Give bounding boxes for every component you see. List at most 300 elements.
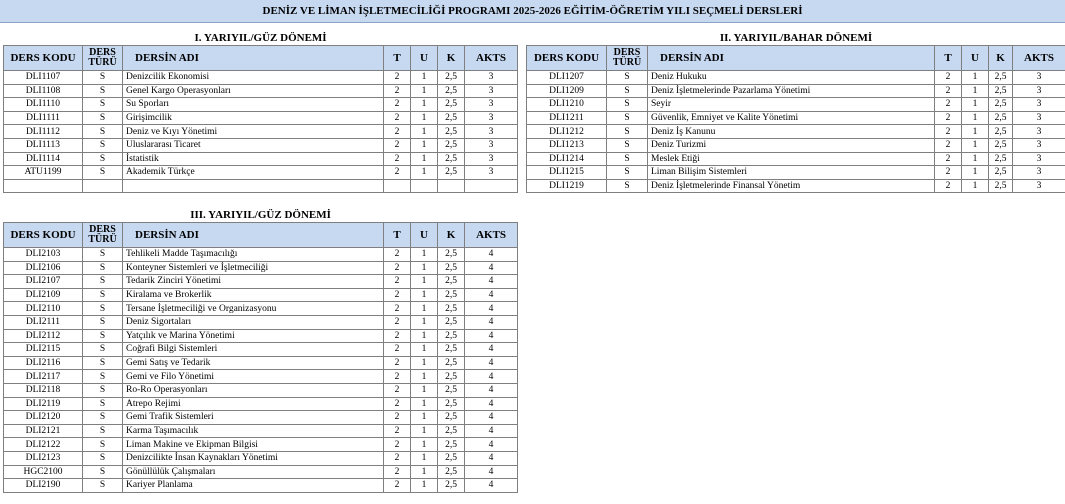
cell-u: 1 [411, 125, 438, 139]
cell-name: Tehlikeli Madde Taşımacılığı [123, 248, 384, 262]
cell-akts: 3 [1013, 98, 1065, 112]
col-code-header: DERS KODU [4, 46, 83, 71]
cell-name: Meslek Etiği [648, 152, 935, 166]
cell-akts: 4 [465, 248, 518, 262]
cell-k: 2,5 [989, 98, 1013, 112]
cell-type: S [83, 275, 123, 289]
semester-3-table [3, 208, 518, 493]
cell-t: 2 [384, 302, 411, 316]
cell-k: 2,5 [989, 166, 1013, 180]
col-k-header: K [438, 223, 465, 248]
col-type-header [83, 46, 123, 71]
table-row [527, 111, 1065, 125]
cell-name: Coğrafi Bilgi Sistemleri [123, 343, 384, 357]
table-row [527, 152, 1065, 166]
cell-name: Deniz İşletmelerinde Finansal Yönetim [648, 179, 935, 193]
cell-code: DLI2106 [4, 261, 83, 275]
table-row [4, 98, 518, 112]
cell-code [4, 179, 83, 193]
cell-type: S [607, 98, 648, 112]
semester-title-row [4, 31, 518, 46]
cell-k: 2,5 [438, 84, 465, 98]
cell-u: 1 [411, 71, 438, 85]
cell-k: 2,5 [989, 111, 1013, 125]
cell-k: 2,5 [438, 370, 465, 384]
cell-u: 1 [411, 411, 438, 425]
cell-type: S [83, 479, 123, 493]
table-row [4, 166, 518, 180]
cell-k: 2,5 [438, 152, 465, 166]
cell-code: DLI1215 [527, 166, 607, 180]
table-row [4, 84, 518, 98]
cell-akts: 3 [465, 138, 518, 152]
cell-t: 2 [384, 343, 411, 357]
col-code-header: DERS KODU [527, 46, 607, 71]
cell-type: S [607, 111, 648, 125]
table-row [4, 383, 518, 397]
table-row [527, 98, 1065, 112]
cell-k: 2,5 [438, 71, 465, 85]
cell-type: S [83, 288, 123, 302]
cell-code: DLI2118 [4, 383, 83, 397]
cell-t: 2 [935, 125, 962, 139]
cell-code: DLI1209 [527, 84, 607, 98]
cell-name: Güvenlik, Emniyet ve Kalite Yönetimi [648, 111, 935, 125]
col-k-header: K [438, 46, 465, 71]
cell-code: DLI2111 [4, 315, 83, 329]
table-row [4, 356, 518, 370]
cell-name: Uluslararası Ticaret [123, 138, 384, 152]
table-row [4, 152, 518, 166]
col-u-header: U [411, 46, 438, 71]
cell-akts: 4 [465, 451, 518, 465]
cell-akts: 4 [465, 424, 518, 438]
table-row [4, 451, 518, 465]
cell-t: 2 [384, 356, 411, 370]
cell-name: Tedarik Zinciri Yönetimi [123, 275, 384, 289]
cell-k: 2,5 [438, 125, 465, 139]
cell-t: 2 [384, 261, 411, 275]
cell-u: 1 [411, 111, 438, 125]
cell-k: 2,5 [438, 383, 465, 397]
cell-u: 1 [411, 397, 438, 411]
cell-akts: 4 [465, 383, 518, 397]
col-k-header: K [989, 46, 1013, 71]
cell-name: Deniz Turizmi [648, 138, 935, 152]
col-code-header: DERS KODU [4, 223, 83, 248]
cell-name: Gemi Trafik Sistemleri [123, 411, 384, 425]
cell-t: 2 [384, 275, 411, 289]
cell-type: S [83, 411, 123, 425]
cell-akts: 3 [465, 98, 518, 112]
col-name-header: DERSİN ADI [648, 46, 935, 71]
cell-code: DLI1110 [4, 98, 83, 112]
cell-type: S [83, 329, 123, 343]
cell-akts: 4 [465, 315, 518, 329]
cell-type: S [83, 397, 123, 411]
cell-code: DLI2116 [4, 356, 83, 370]
cell-type: S [83, 166, 123, 180]
table-row [4, 424, 518, 438]
semester-title-row [4, 208, 518, 223]
cell-code: DLI2103 [4, 248, 83, 262]
cell-code: DLI2117 [4, 370, 83, 384]
cell-name: Gemi Satış ve Tedarik [123, 356, 384, 370]
cell-k: 2,5 [438, 411, 465, 425]
column-header-row [527, 46, 1065, 71]
cell-akts: 3 [1013, 125, 1065, 139]
table-row [527, 138, 1065, 152]
cell-akts: 4 [465, 438, 518, 452]
col-akts-header: AKTS [465, 223, 518, 248]
table-row [527, 166, 1065, 180]
col-type-header [83, 223, 123, 248]
col-t-header: T [384, 46, 411, 71]
cell-u: 1 [411, 451, 438, 465]
col-type-line2: TÜRÜ [88, 234, 117, 245]
cell-k: 2,5 [438, 397, 465, 411]
cell-type: S [607, 125, 648, 139]
cell-k: 2,5 [438, 261, 465, 275]
cell-u: 1 [411, 329, 438, 343]
cell-u: 1 [411, 261, 438, 275]
cell-akts: 3 [1013, 166, 1065, 180]
table-row [4, 411, 518, 425]
cell-akts: 3 [465, 125, 518, 139]
cell-k: 2,5 [438, 451, 465, 465]
col-type-line1: DERS [613, 47, 641, 58]
cell-code: DLI1210 [527, 98, 607, 112]
cell-k: 2,5 [438, 166, 465, 180]
cell-u: 1 [411, 84, 438, 98]
cell-akts: 4 [465, 370, 518, 384]
cell-type: S [607, 166, 648, 180]
cell-t: 2 [935, 179, 962, 193]
table-row [4, 397, 518, 411]
table-row [4, 125, 518, 139]
cell-akts: 4 [465, 343, 518, 357]
cell-u: 1 [962, 166, 989, 180]
cell-t: 2 [384, 138, 411, 152]
cell-code: DLI2122 [4, 438, 83, 452]
cell-type: S [83, 343, 123, 357]
cell-t: 2 [384, 248, 411, 262]
table-row [527, 71, 1065, 85]
cell-code: DLI1212 [527, 125, 607, 139]
cell-type: S [83, 370, 123, 384]
cell-type: S [83, 138, 123, 152]
cell-t: 2 [935, 152, 962, 166]
semester-title: III. YARIYIL/GÜZ DÖNEMİ [190, 209, 331, 221]
cell-u: 1 [411, 383, 438, 397]
cell-code: DLI2190 [4, 479, 83, 493]
cell-k: 2,5 [438, 424, 465, 438]
cell-u: 1 [962, 98, 989, 112]
cell-name: Atrepo Rejimi [123, 397, 384, 411]
cell-name: Ro-Ro Operasyonları [123, 383, 384, 397]
cell-u: 1 [411, 248, 438, 262]
cell-akts: 3 [465, 111, 518, 125]
column-header-row [4, 46, 518, 71]
cell-k: 2,5 [438, 288, 465, 302]
cell-t: 2 [384, 370, 411, 384]
cell-k: 2,5 [989, 138, 1013, 152]
cell-akts: 3 [1013, 179, 1065, 193]
cell-code: DLI1113 [4, 138, 83, 152]
cell-code: DLI1219 [527, 179, 607, 193]
cell-k: 2,5 [438, 111, 465, 125]
cell-code: DLI1111 [4, 111, 83, 125]
cell-type: S [83, 261, 123, 275]
cell-name: Deniz Hukuku [648, 71, 935, 85]
table-row [527, 179, 1065, 193]
semester-title: I. YARIYIL/GÜZ DÖNEMİ [194, 32, 327, 44]
cell-name: Gemi ve Filo Yönetimi [123, 370, 384, 384]
cell-type: S [607, 179, 648, 193]
cell-name: Denizcilikte İnsan Kaynakları Yönetimi [123, 451, 384, 465]
cell-u: 1 [962, 111, 989, 125]
cell-t: 2 [935, 71, 962, 85]
cell-type: S [83, 98, 123, 112]
cell-code: DLI2120 [4, 411, 83, 425]
cell-akts: 4 [465, 411, 518, 425]
cell-k: 2,5 [438, 302, 465, 316]
cell-code: DLI1114 [4, 152, 83, 166]
cell-akts: 3 [1013, 71, 1065, 85]
cell-code: DLI1112 [4, 125, 83, 139]
cell-type: S [607, 84, 648, 98]
table-row [4, 288, 518, 302]
cell-u: 1 [962, 138, 989, 152]
cell-name: Genel Kargo Operasyonları [123, 84, 384, 98]
cell-type: S [83, 248, 123, 262]
cell-t: 2 [384, 71, 411, 85]
semester-title-row [527, 31, 1065, 46]
cell-t: 2 [384, 411, 411, 425]
cell-name: Konteyner Sistemleri ve İşletmeciliği [123, 261, 384, 275]
cell-u: 1 [962, 152, 989, 166]
table-row [4, 275, 518, 289]
cell-u: 1 [411, 98, 438, 112]
cell-u: 1 [411, 315, 438, 329]
cell-t: 2 [384, 465, 411, 479]
cell-k: 2,5 [438, 138, 465, 152]
cell-k [438, 179, 465, 193]
cell-code: DLI2115 [4, 343, 83, 357]
cell-code: DLI1214 [527, 152, 607, 166]
cell-akts: 3 [465, 84, 518, 98]
cell-akts: 4 [465, 356, 518, 370]
cell-akts: 3 [1013, 152, 1065, 166]
cell-code: DLI1207 [527, 71, 607, 85]
cell-name: Liman Bilişim Sistemleri [648, 166, 935, 180]
table-row [527, 125, 1065, 139]
cell-t: 2 [384, 152, 411, 166]
cell-name: Deniz İş Kanunu [648, 125, 935, 139]
cell-t: 2 [384, 166, 411, 180]
cell-t: 2 [384, 111, 411, 125]
cell-type: S [83, 315, 123, 329]
table-row [4, 261, 518, 275]
cell-akts: 4 [465, 479, 518, 493]
cell-t: 2 [384, 397, 411, 411]
cell-akts [465, 179, 518, 193]
cell-t: 2 [384, 424, 411, 438]
cell-k: 2,5 [989, 152, 1013, 166]
cell-type: S [83, 84, 123, 98]
cell-k: 2,5 [989, 84, 1013, 98]
cell-akts: 4 [465, 275, 518, 289]
cell-type: S [83, 424, 123, 438]
cell-akts: 4 [465, 329, 518, 343]
cell-code: DLI1107 [4, 71, 83, 85]
table-row [4, 465, 518, 479]
cell-akts: 4 [465, 302, 518, 316]
cell-k: 2,5 [438, 343, 465, 357]
cell-name [123, 179, 384, 193]
cell-u: 1 [962, 125, 989, 139]
col-type-line1: DERS [89, 224, 116, 235]
cell-code: DLI1211 [527, 111, 607, 125]
cell-t: 2 [384, 479, 411, 493]
col-type-header [607, 46, 648, 71]
cell-k: 2,5 [438, 479, 465, 493]
table-row [527, 84, 1065, 98]
cell-t: 2 [384, 84, 411, 98]
cell-name: İstatistik [123, 152, 384, 166]
page-title: DENİZ VE LİMAN İŞLETMECİLİĞİ PROGRAMI 2025-2026 EĞİTİM-ÖĞRETİM YILI SEÇMELİ DERSLERİ [0, 0, 1065, 23]
semester-title: II. YARIYIL/BAHAR DÖNEMİ [719, 32, 873, 44]
cell-code: DLI2110 [4, 302, 83, 316]
cell-type: S [83, 451, 123, 465]
cell-t: 2 [935, 111, 962, 125]
cell-name: Tersane İşletmeciliği ve Organizasyonu [123, 302, 384, 316]
cell-akts: 4 [465, 465, 518, 479]
cell-akts: 4 [465, 397, 518, 411]
cell-type: S [83, 465, 123, 479]
cell-type: S [83, 302, 123, 316]
cell-name: Kiralama ve Brokerlik [123, 288, 384, 302]
semester-2-table [526, 31, 1065, 193]
col-u-header: U [962, 46, 989, 71]
cell-k: 2,5 [438, 98, 465, 112]
cell-name: Deniz İşletmelerinde Pazarlama Yönetimi [648, 84, 935, 98]
cell-type: S [83, 125, 123, 139]
cell-name: Denizcilik Ekonomisi [123, 71, 384, 85]
table-row [4, 370, 518, 384]
cell-akts: 4 [465, 261, 518, 275]
cell-u: 1 [411, 356, 438, 370]
cell-u: 1 [411, 370, 438, 384]
table-row [4, 329, 518, 343]
cell-type: S [607, 71, 648, 85]
table-row [4, 179, 518, 193]
col-t-header: T [935, 46, 962, 71]
cell-t: 2 [384, 288, 411, 302]
cell-code: DLI2119 [4, 397, 83, 411]
cell-akts: 3 [1013, 138, 1065, 152]
cell-u: 1 [411, 424, 438, 438]
cell-name: Yatçılık ve Marina Yönetimi [123, 329, 384, 343]
col-u-header: U [411, 223, 438, 248]
table-row [4, 248, 518, 262]
col-name-header: DERSİN ADI [123, 223, 384, 248]
col-type-line1: DERS [89, 47, 116, 58]
col-akts-header: AKTS [1013, 46, 1065, 71]
cell-u: 1 [411, 479, 438, 493]
cell-code: DLI2109 [4, 288, 83, 302]
cell-u [411, 179, 438, 193]
cell-k: 2,5 [989, 125, 1013, 139]
cell-u: 1 [411, 138, 438, 152]
cell-t: 2 [384, 451, 411, 465]
table-row [4, 479, 518, 493]
cell-u: 1 [411, 343, 438, 357]
cell-type: S [607, 152, 648, 166]
cell-code: DLI1213 [527, 138, 607, 152]
cell-t: 2 [935, 98, 962, 112]
cell-u: 1 [411, 288, 438, 302]
cell-code: DLI2112 [4, 329, 83, 343]
table-row [4, 302, 518, 316]
cell-type: S [83, 152, 123, 166]
cell-akts: 3 [465, 166, 518, 180]
cell-k: 2,5 [438, 438, 465, 452]
cell-u: 1 [962, 84, 989, 98]
cell-type: S [607, 138, 648, 152]
cell-t: 2 [935, 84, 962, 98]
cell-type: S [83, 356, 123, 370]
cell-type: S [83, 438, 123, 452]
col-t-header: T [384, 223, 411, 248]
cell-name: Su Sporları [123, 98, 384, 112]
cell-code: HGC2100 [4, 465, 83, 479]
cell-code: DLI2121 [4, 424, 83, 438]
cell-t: 2 [935, 138, 962, 152]
cell-type: S [83, 71, 123, 85]
cell-k: 2,5 [438, 248, 465, 262]
cell-t: 2 [384, 315, 411, 329]
cell-type: S [83, 383, 123, 397]
cell-type [83, 179, 123, 193]
cell-k: 2,5 [438, 356, 465, 370]
cell-akts: 3 [465, 71, 518, 85]
cell-name: Girişimcilik [123, 111, 384, 125]
table-row [4, 343, 518, 357]
cell-t: 2 [384, 438, 411, 452]
column-header-row [4, 223, 518, 248]
cell-akts: 3 [1013, 111, 1065, 125]
cell-k: 2,5 [438, 315, 465, 329]
cell-code: DLI2123 [4, 451, 83, 465]
cell-name: Deniz ve Kıyı Yönetimi [123, 125, 384, 139]
cell-name: Seyir [648, 98, 935, 112]
cell-name: Gönüllülük Çalışmaları [123, 465, 384, 479]
table-row [4, 138, 518, 152]
table-row [4, 111, 518, 125]
cell-name: Karma Taşımacılık [123, 424, 384, 438]
cell-code: ATU1199 [4, 166, 83, 180]
cell-u: 1 [411, 166, 438, 180]
cell-k: 2,5 [989, 179, 1013, 193]
cell-code: DLI2107 [4, 275, 83, 289]
table-row [4, 438, 518, 452]
cell-code: DLI1108 [4, 84, 83, 98]
col-type-line2: TÜRÜ [612, 57, 642, 68]
cell-u: 1 [411, 152, 438, 166]
cell-akts: 4 [465, 288, 518, 302]
cell-t: 2 [384, 125, 411, 139]
